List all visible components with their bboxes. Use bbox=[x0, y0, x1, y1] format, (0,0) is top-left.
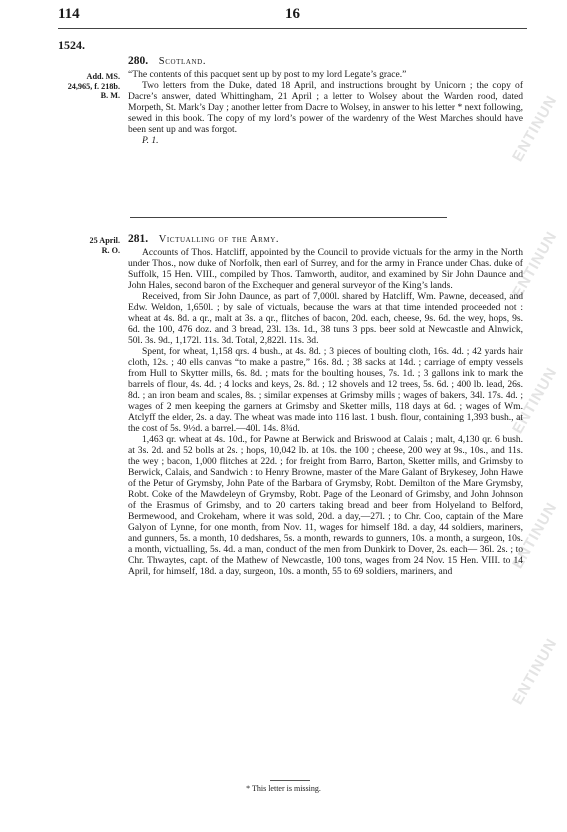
entry-paragraph: 1,463 qr. wheat at 4s. 10d., for Pawne at Berwick and Briswood at Calais ; malt, 4,130 qr. 6 bush. at 3s. 2d. and 52 bolls at 2s. ; hops, 10,042 lb. at 10s. the 100 ; cheese, 200 wey at 9s., 10s., and 11s. the wey ; bacon, 1,000 flitches at 22d. ; for freight from Barro, Barton, Sketter mills, and Grimsby to Berwick, Calais, and Sandwich : to Henry Browne, master of the Mare Galant of Brykesey, John Hawe of the Petur of Grymsby, John Pate of the Barbara of Grymsby, Robt. Demilton of the Mare Grymsby, Robt. Coke of the Mawdeleyn of Grymsby, Robt. Page of the Leonard of Grimsby, and John Johnson of the Erasmus of Grimsby, and to 20 carters taking bread and beer from Holyeland to Belford, Bermewood, and Crokeham, where it was sold, 20d. a day,—27l. ; to Chr. Coo, captain of the Mare Galyon of Lynne, for one month, from Nov. 11, wages for himself 18d. a day, 44 soldiers, mariners, and gunners, 5s. a month, 10 dedshares, 5s. a month, rewards to gunners, 10s. a month, a surgeon, 10s. a month, victualling, 5s. 4d. a man, conduct of the men from Dunkirk to Dover, 2s. each— 36l. 2s. ; to Chr. Thwaytes, capt. of the Mathew of Newcastle, 100 tons, wages from 24 Nov. 15 Hen. VIII. to 14 April, for himself, 18d. a day, surgeon, 10s. a month, 55 to 69 soldiers, mariners, and bbox=[128, 434, 523, 577]
watermark-text: ENTINUN bbox=[509, 635, 561, 708]
header-rule bbox=[58, 28, 527, 29]
entry-paragraph: Accounts of Thos. Hatcliff, appointed by the Council to provide victuals for the army in the North under Thos., now duke of Norfolk, then earl of Surrey, and for the army in France under Chas. duke of Suffolk, 15 Hen. VIII., compiled by Thos. Tamworth, auditor, and examined by Sir John Daunce and John Hales, second baron of the Exchequer and general surveyor of the King’s lands. bbox=[128, 247, 523, 291]
year-label: 1524. bbox=[58, 38, 85, 52]
entry-280 bbox=[128, 56, 523, 146]
page-header bbox=[58, 6, 527, 26]
entry-title: Victualling of the Army. bbox=[158, 234, 280, 245]
entry-281-margin bbox=[48, 236, 120, 255]
page-number: 114 bbox=[58, 6, 80, 22]
entry-paragraph: Spent, for wheat, 1,158 qrs. 4 bush., at 4s. 8d. ; 3 pieces of boulting cloth, 16s. 4d. ; 42 yards hair cloth, 12s. ; 40 ells canvas “to make a pastre,” 16s. 8d. ; 38 sacks at 14d. ; carriage of empty vessels from Hull to Skytter mills, 6s. 8d. ; mats for the boulting houses, 7s. 1d. ; 3 gallons ink to mark the barrels of flour, 4s. 4d. ; 4 locks and keys, 2s. 8d. ; 12 shovels and 12 trees, 5s. 6d. ; 400 lb. lead, 26s. 8d. ; an iron beam and scales, 8s. ; similar expenses at Grimsby mills ; wages of bakers, 34l. 17s. 4d. ; wages of 2 men keeping the garners at Grimsby and Sketter mills, 118 days at 6d. ; wages of Wm. Atclyff the elder, 2s. a day. The wheat was made into 116 last. 1 bush. flour, containing 1,393 bush., at the cost of 5s. 9½d. a barrel.—40l. 14s. 8¾d. bbox=[128, 346, 523, 434]
footnote-rule bbox=[270, 780, 310, 781]
entry-paragraph: “The contents of this pacquet sent up by post to my lord Legate’s grace.” bbox=[128, 69, 407, 80]
entry-281 bbox=[128, 234, 523, 577]
margin-date: 25 April. bbox=[89, 236, 120, 245]
footnote: * This letter is missing. bbox=[246, 784, 321, 793]
entry-heading bbox=[128, 234, 523, 245]
margin-archive: B. M. bbox=[100, 91, 120, 100]
watermark-text: ENTINUN bbox=[509, 499, 561, 572]
entry-number: 280. bbox=[128, 55, 149, 67]
entry-divider bbox=[130, 217, 447, 218]
watermark-text: ENTINUN bbox=[509, 363, 561, 437]
entry-280-margin bbox=[48, 72, 120, 101]
margin-source: Add. MS. bbox=[86, 72, 120, 81]
entry-paragraph: Received, from Sir John Daunce, as part of 7,000l. shared by Hatcliff, Wm. Pawne, deceased, and Edw. Weldon, 1,650l. ; by sale of victuals, because the wars at that time intended proceeded not : wheat at 4s. 8d. a qr., malt at 3s. a qr., flitches of bacon, 20d. each, cheese, 9s. 6d. the wey, hops, 9s. 6d. the 100, 476 doz. and 3 bread, 23l. 13s. 1d., 38 tuns 3 pps. beer sold at Newcastle and Alnwick, 50l. 3s. 9d., 1,172l. 11s. 3d. Total, 2,822l. 11s. 3d. bbox=[128, 291, 523, 346]
entry-paragraph: Two letters from the Duke, dated 18 April, and instructions brought by Unicorn ; the copy of Dacre’s answer, dated Whittingham, 21 April ; a letter to Wolsey about the Warden rood, dated Morpeth, St. Mark’s Day ; another letter from Dacre to Wolsey, in answer to his letter * next following, sewed in this book. The copy of my lord’s power of the wardenry of the West Marches should have been sent up and was forgot. bbox=[128, 80, 523, 135]
entry-heading bbox=[128, 56, 523, 67]
watermark-text: ENTINUN bbox=[509, 92, 561, 165]
page-reference: P. 1. bbox=[142, 135, 159, 146]
watermark-text: ENTINUN bbox=[509, 228, 561, 301]
margin-reference: 24,965, f. 218b. bbox=[67, 81, 120, 91]
entry-title: Scotland. bbox=[158, 56, 207, 67]
entry-number: 281. bbox=[128, 233, 149, 245]
section-page-number: 16 bbox=[285, 6, 300, 22]
margin-archive: R. O. bbox=[101, 245, 120, 255]
